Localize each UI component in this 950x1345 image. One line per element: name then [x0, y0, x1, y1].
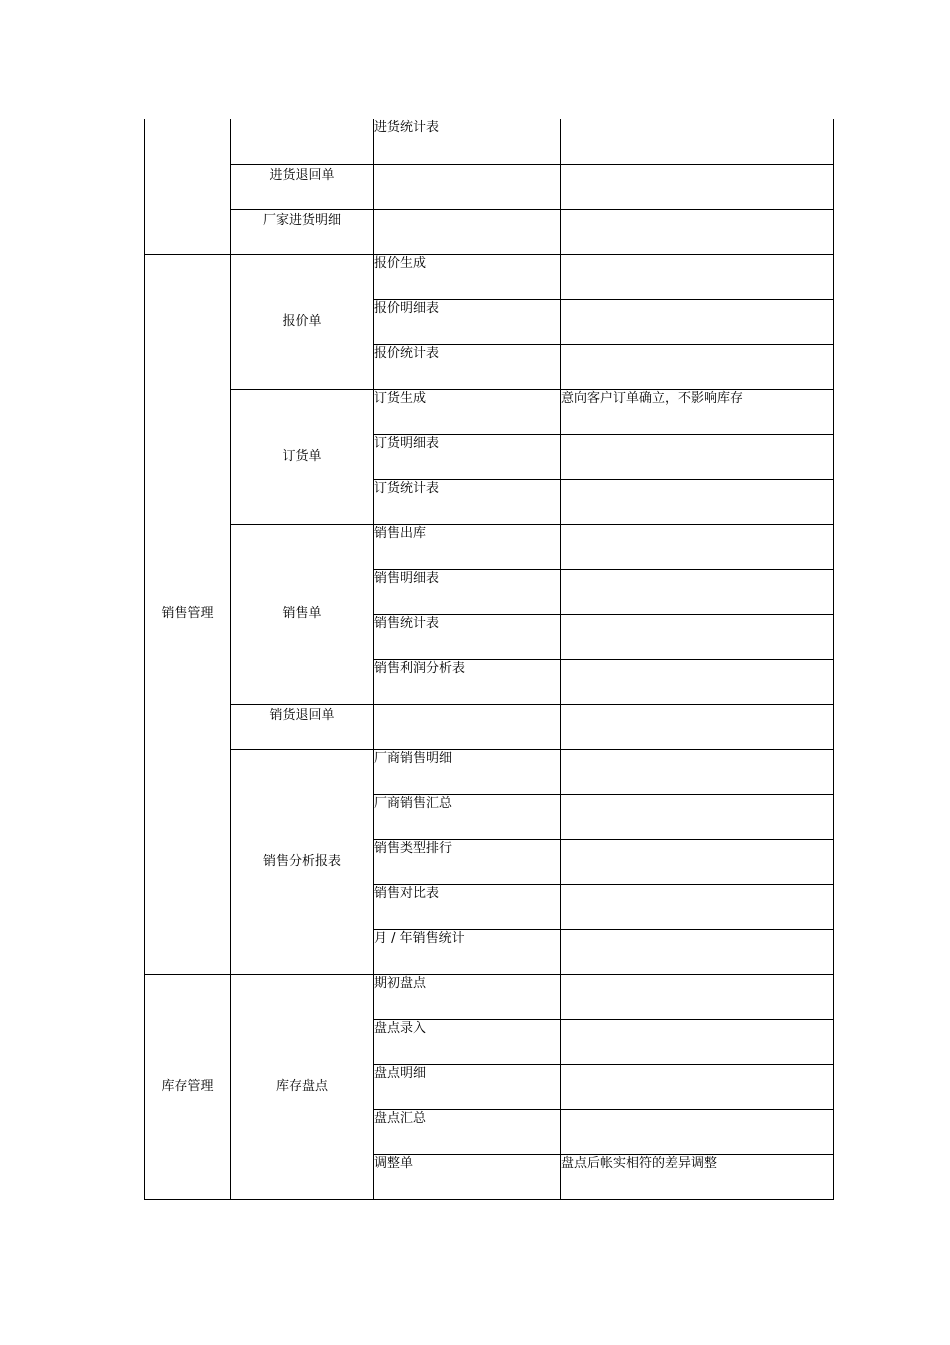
function-cell: 盘点明细	[374, 1064, 561, 1109]
function-cell: 订货明细表	[374, 434, 561, 479]
submodule-cell	[231, 119, 374, 164]
remark-cell: 盘点后帐实相符的差异调整	[561, 1154, 834, 1199]
table-row	[145, 209, 834, 254]
function-cell	[374, 209, 561, 254]
remark-cell	[561, 164, 834, 209]
table-row	[145, 164, 834, 209]
module-cell-sales: 销售管理	[145, 254, 231, 974]
remark-cell	[561, 434, 834, 479]
remark-cell	[561, 479, 834, 524]
remark-cell	[561, 254, 834, 299]
submodule-cell-sales-order: 销售单	[231, 524, 374, 704]
table-row	[145, 254, 834, 299]
table-row	[145, 524, 834, 569]
remark-cell	[561, 839, 834, 884]
function-cell: 销售明细表	[374, 569, 561, 614]
module-cell-purchase	[145, 119, 231, 254]
remark-cell	[561, 524, 834, 569]
function-cell: 期初盘点	[374, 974, 561, 1019]
submodule-cell-purchase-return: 进货退回单	[231, 164, 374, 209]
remark-cell	[561, 974, 834, 1019]
function-cell: 销售出库	[374, 524, 561, 569]
function-cell: 销售统计表	[374, 614, 561, 659]
function-cell: 盘点录入	[374, 1019, 561, 1064]
function-cell: 订货统计表	[374, 479, 561, 524]
submodule-cell-vendor-purchase-detail: 厂家进货明细	[231, 209, 374, 254]
remark-cell	[561, 1109, 834, 1154]
table-row	[145, 749, 834, 794]
submodule-cell-order: 订货单	[231, 389, 374, 524]
function-cell: 报价明细表	[374, 299, 561, 344]
submodule-cell-quotation: 报价单	[231, 254, 374, 389]
function-cell: 销售利润分析表	[374, 659, 561, 704]
submodule-cell-sales-analysis: 销售分析报表	[231, 749, 374, 974]
module-spec-table	[144, 119, 834, 1200]
remark-cell	[561, 929, 834, 974]
function-cell: 订货生成	[374, 389, 561, 434]
remark-cell	[561, 1064, 834, 1109]
remark-cell	[561, 884, 834, 929]
table-row	[145, 704, 834, 749]
function-cell: 厂商销售明细	[374, 749, 561, 794]
remark-cell	[561, 794, 834, 839]
remark-cell	[561, 749, 834, 794]
remark-cell: 意向客户订单确立，不影响库存	[561, 389, 834, 434]
table-row	[145, 119, 834, 164]
submodule-cell-sales-return: 销货退回单	[231, 704, 374, 749]
module-cell-inventory: 库存管理	[145, 974, 231, 1199]
function-cell: 调整单	[374, 1154, 561, 1199]
remark-cell	[561, 299, 834, 344]
function-cell: 报价统计表	[374, 344, 561, 389]
table-row	[145, 974, 834, 1019]
function-cell: 报价生成	[374, 254, 561, 299]
function-cell: 厂商销售汇总	[374, 794, 561, 839]
function-cell: 销售类型排行	[374, 839, 561, 884]
remark-cell	[561, 119, 834, 164]
remark-cell	[561, 659, 834, 704]
submodule-cell-stocktake: 库存盘点	[231, 974, 374, 1199]
function-cell: 月 / 年销售统计	[374, 929, 561, 974]
function-cell: 进货统计表	[374, 119, 561, 164]
remark-cell	[561, 704, 834, 749]
function-cell	[374, 704, 561, 749]
remark-cell	[561, 344, 834, 389]
remark-cell	[561, 569, 834, 614]
function-cell	[374, 164, 561, 209]
table-row	[145, 389, 834, 434]
function-cell: 盘点汇总	[374, 1109, 561, 1154]
remark-cell	[561, 614, 834, 659]
remark-cell	[561, 209, 834, 254]
remark-cell	[561, 1019, 834, 1064]
function-cell: 销售对比表	[374, 884, 561, 929]
